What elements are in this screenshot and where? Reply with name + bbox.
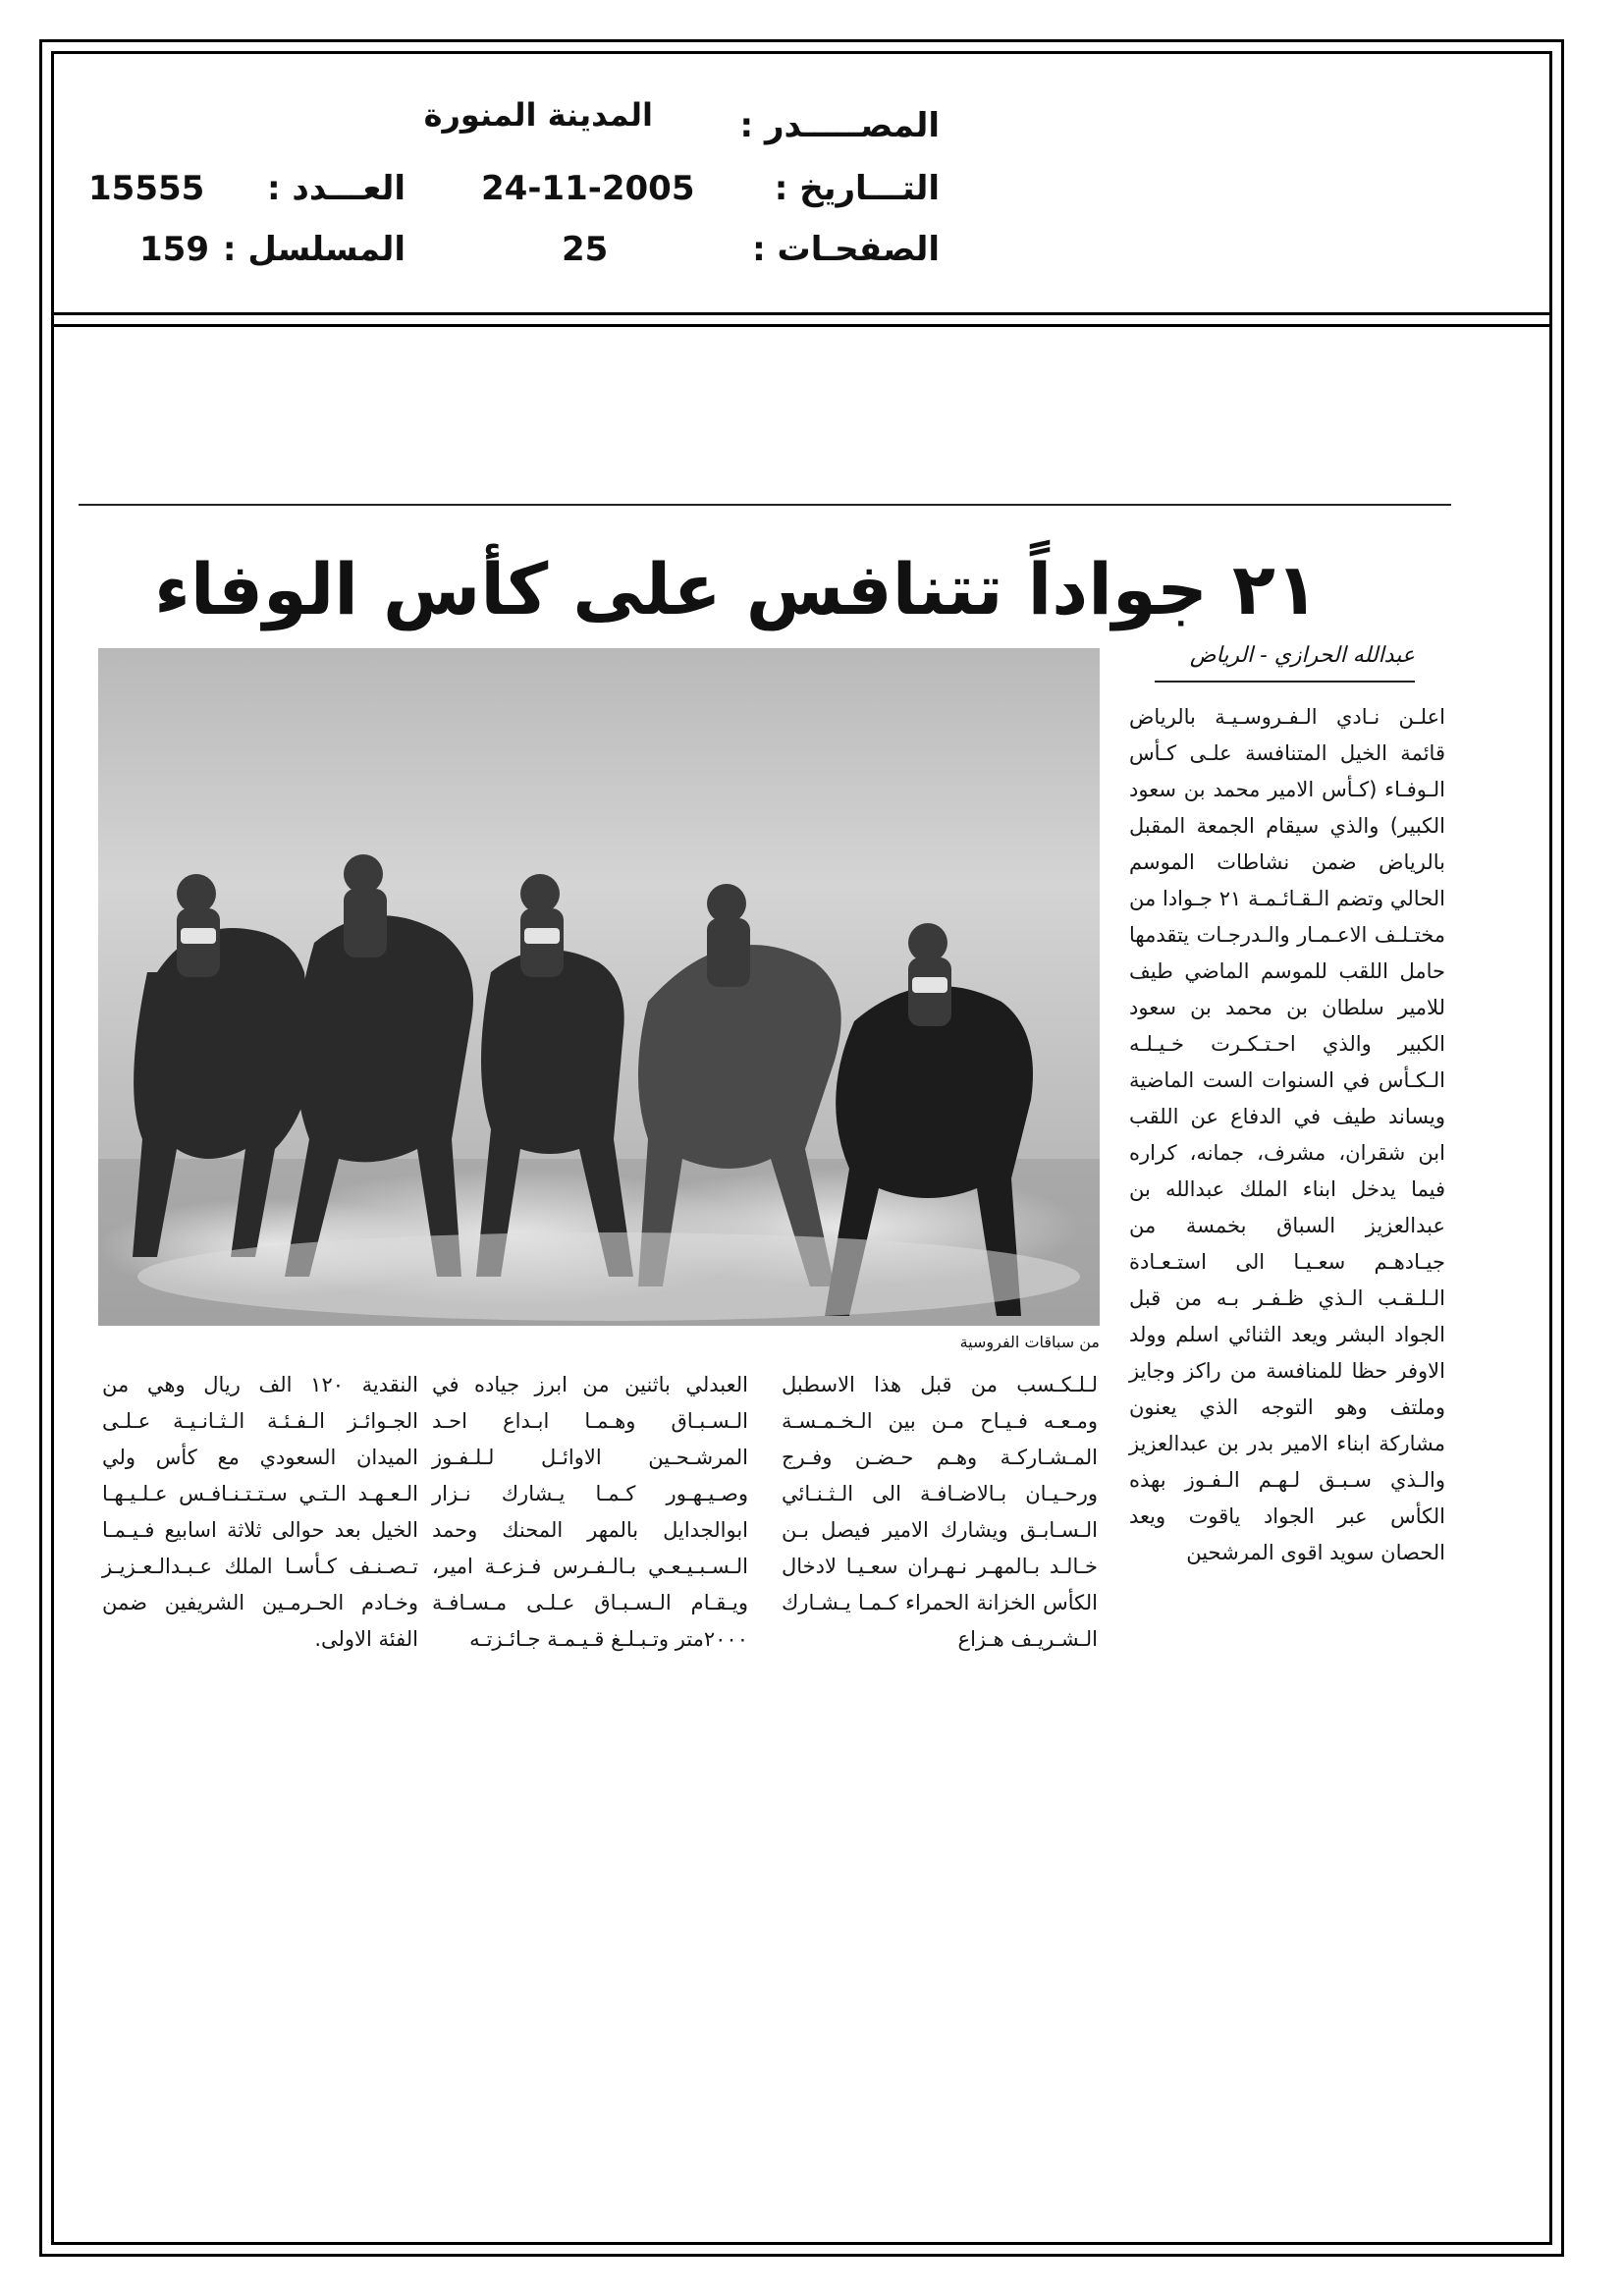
header-divider [51,324,1552,327]
pages-label: الصفحـات : [752,230,940,269]
issue-value: 15555 [88,169,205,208]
serial-label: المسلسل : [222,230,406,269]
date-label: التـــاريخ : [774,169,940,208]
pages-value: 25 [562,230,609,269]
article-column-1: اعلـن نـادي الـفـروسـيـة بالرياض قائمة الخيل المتنافسة علـى كـأس الـوفـاء (كـأس الامير محمد بن سعود الكبير) والذي سيقام الجمعة المقبل بالرياض ضمن نشاطات الموسم الحالي وتضم الـقـائـمـة ٢١ جـوادا من مختـلـف الاعـمـار والـدرجـات يتقدمها حامل اللقب للموسم الماضي طيف للامير سلطان بن محمد بن سعود الكبير والذي احـتـكـرت خـيـلـه الـكـأس في السنوات الست الماضية ويساند طيف في الدفاع عن اللقب ابن شقران، مشرف، جمانه، كراره فيما يدخل ابناء الملك عبدالله بن عبدالعزيز السباق بخمسة من جيـادهـم سعـيـا الى استـعـادة الـلـقـب الـذي ظـفـر بـه من قبل الجواد البشر ويعد الثنائي اسلم وولد الاوفر حظا للمنافسة من راكز وجايز وملتف وهو التوجه الذي يعنون مشاركة ابناء الامير بدر بن عبدالعزيز والـذي سـبـق لـهـم الـفـوز بهذه الكأس عبر الجواد ياقوت ويعد الحصان سويد اقوى المرشحين [1129,705,1445,1564]
header-divider [51,312,1552,315]
issue-label: العـــدد : [267,169,406,208]
serial-value: 159 [139,230,209,269]
byline-underline [1155,681,1415,683]
horse-race-photo [98,648,1100,1326]
date-value: 24-11-2005 [481,169,695,208]
article-column-2: لـلـكـسب من قبل هذا الاسطبل ومـعـه فـيـاح مـن بين الـخـمـسـة المـشـاركـة وهـم حـضـن وفـرج ورحـيـان بـالاضـافـة الى الـثـنـائي الـسـابـق ويشارك الامير فيصل بـن خـالـد بـالمهـر نـهـران سعـيـا لادخال الكأس الخزانة الحمراء كـمـا يـشـارك الـشـريـف هـزاع [782,1373,1098,1651]
source-label: المصـــــدر : [739,106,940,145]
article-column-4: النقدية ١٢٠ الف ريال وهي من الجـوائـز الـفـئـة الـثـانـيـة عـلـى الميدان السعودي مع كأس ولي الـعـهـد الـتـي سـتـتـنـافـس عـلـيـهـا الخيل بعد حوالى ثلاثة اسابيع فـيـمـا تـصـنـف كـأسـا الملك عـبـدالـعـزيـز وخـادم الحـرمـين الشريفين ضمن الفئة الاولى. [102,1373,418,1651]
photo-caption: من سباقات الفروسية [959,1333,1100,1351]
article-headline: ٢١ جواداً تتنافس على كأس الوفاء [154,548,1319,630]
article-byline: عبدالله الحرازي - الرياض [1189,643,1415,668]
source-value: المدينة المنورة [423,96,653,134]
article-column-3: العبدلي باثنين من ابرز جياده في الـسـبـاق وهـمـا ابـداع احـد المرشـحـين الاوائـل لـلـفـوز وصـيـهـور كـمـا يـشارك نـزار ابوالجدايل بالمهر المحنك وحمد الـسـبـيـعـي بـالـفـرس فـزعـة امير، ويـقـام الـسـبـاق عـلـى مـسـافـة ٢٠٠٠متر وتـبـلـغ قـيـمـة جـائـزتـه [432,1373,748,1651]
article-top-rule [79,504,1451,506]
